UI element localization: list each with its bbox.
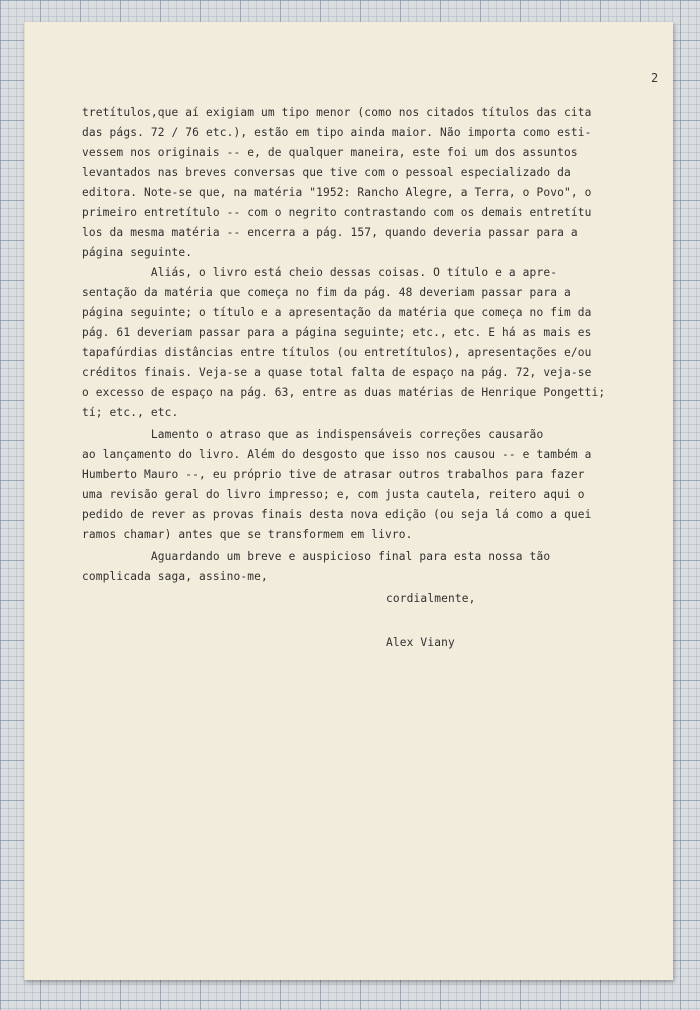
- text-line: Aliás, o livro está cheio dessas coisas. O título e a apre-: [82, 266, 558, 279]
- closing-line: cordialmente,: [386, 592, 476, 605]
- text-line: pedido de rever as provas finais desta nova edição (ou seja lá como a quei: [82, 508, 592, 521]
- text-line: pág. 61 deveriam passar para a página seguinte; etc., etc. E há as mais es: [82, 326, 592, 339]
- text-line: ao lançamento do livro. Além do desgosto que isso nos causou -- e também a: [82, 448, 592, 461]
- text-line: tapafúrdias distâncias entre títulos (ou entretítulos), apresentações e/ou: [82, 346, 592, 359]
- text-line: Lamento o atraso que as indispensáveis correções causarão: [82, 428, 544, 441]
- text-line: uma revisão geral do livro impresso; e, com justa cautela, reitero aqui o: [82, 488, 585, 501]
- text-line: complicada saga, assino-me,: [82, 570, 268, 583]
- text-line: página seguinte; o título e a apresentação da matéria que começa no fim da: [82, 306, 592, 319]
- text-line: editora. Note-se que, na matéria "1952: Rancho Alegre, a Terra, o Povo", o: [82, 186, 592, 199]
- text-line: créditos finais. Veja-se a quase total falta de espaço na pág. 72, veja-se: [82, 366, 592, 379]
- text-line: vessem nos originais -- e, de qualquer maneira, este foi um dos assuntos: [82, 146, 578, 159]
- text-line: o excesso de espaço na pág. 63, entre as duas matérias de Henrique Pongetti;: [82, 386, 606, 399]
- text-line: los da mesma matéria -- encerra a pág. 157, quando deveria passar para a: [82, 226, 578, 239]
- text-line: tí; etc., etc.: [82, 406, 179, 419]
- text-line: das págs. 72 / 76 etc.), estão em tipo ainda maior. Não importa como esti-: [82, 126, 592, 139]
- text-line: sentação da matéria que começa no fim da pág. 48 deveriam passar para a: [82, 286, 571, 299]
- text-line: levantados nas breves conversas que tive com o pessoal especializado da: [82, 166, 571, 179]
- text-line: ramos chamar) antes que se transformem em livro.: [82, 528, 413, 541]
- page-number: 2: [651, 71, 659, 85]
- text-line: primeiro entretítulo -- com o negrito contrastando com os demais entretítu: [82, 206, 592, 219]
- text-line: página seguinte.: [82, 246, 193, 259]
- text-line: tretítulos,que aí exigiam um tipo menor (como nos citados títulos das cita: [82, 106, 592, 119]
- text-line: Aguardando um breve e auspicioso final para esta nossa tão: [82, 550, 551, 563]
- signature-name: Alex Viany: [386, 636, 455, 649]
- text-line: Humberto Mauro --, eu próprio tive de atrasar outros trabalhos para fazer: [82, 468, 585, 481]
